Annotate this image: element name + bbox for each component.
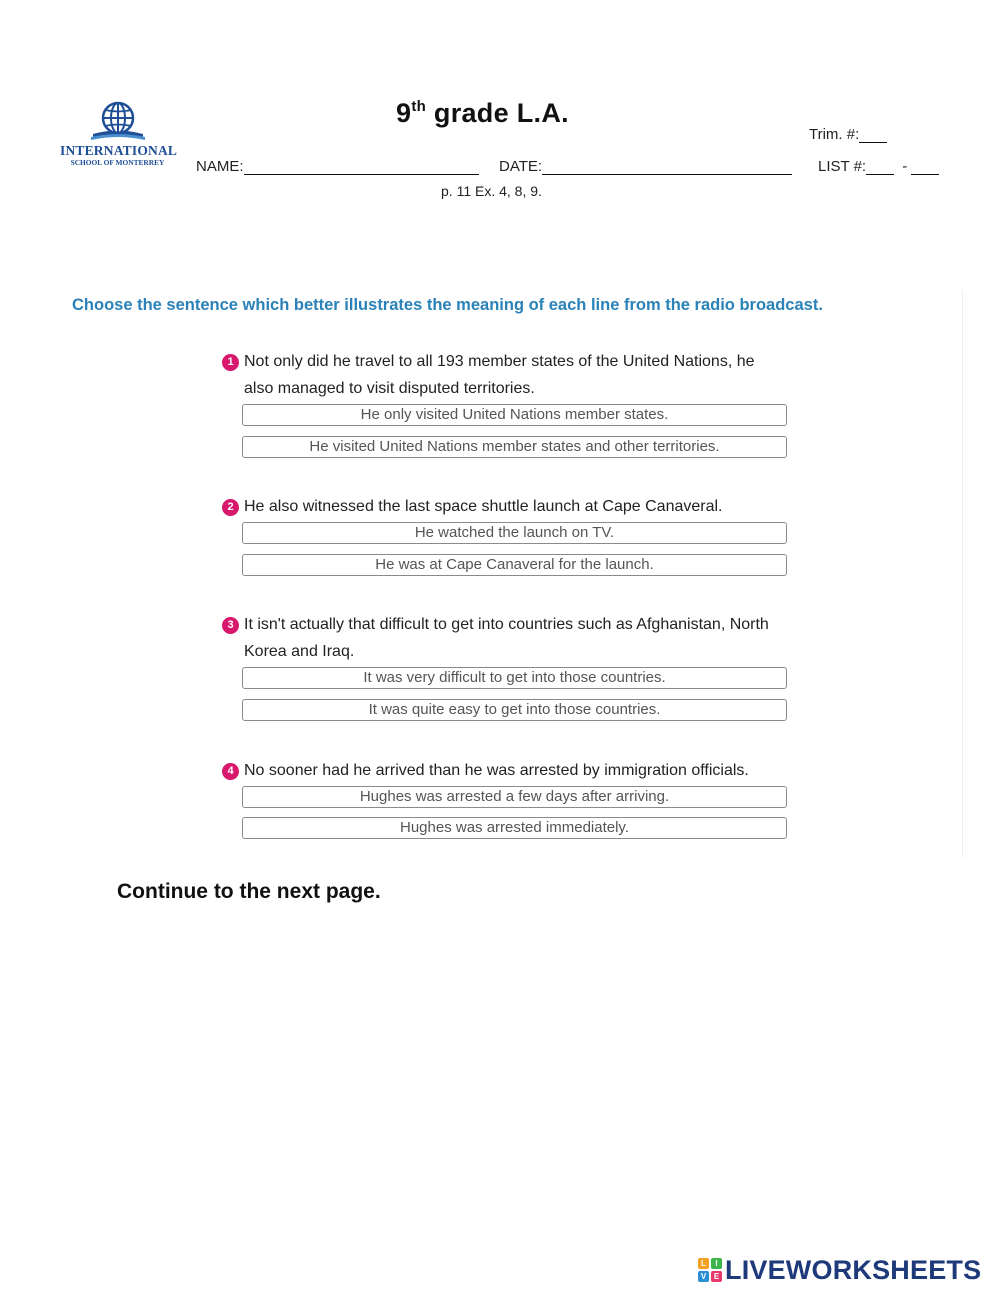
question-4 xyxy=(222,757,822,784)
brand-grid-icon xyxy=(698,1258,722,1282)
question-3 xyxy=(222,611,822,665)
title-superscript: th xyxy=(411,98,427,115)
name-blank[interactable] xyxy=(244,158,479,175)
list-label: LIST #: xyxy=(818,158,867,175)
date-label: DATE: xyxy=(499,158,543,175)
name-field xyxy=(196,158,479,175)
brand-letter: V xyxy=(698,1271,709,1282)
answer-option[interactable]: He watched the launch on TV. xyxy=(242,522,787,544)
trim-label: Trim. #: xyxy=(809,126,860,143)
question-number-badge: 2 xyxy=(222,499,239,516)
list-blank-1[interactable] xyxy=(866,158,894,175)
question-1 xyxy=(222,348,822,402)
answer-option[interactable]: Hughes was arrested immediately. xyxy=(242,817,787,839)
logo-text-line2: SCHOOL OF MONTERREY xyxy=(70,158,165,167)
question-number-badge: 3 xyxy=(222,617,239,634)
question-text-line1: No sooner had he arrived than he was arrested by immigration officials. xyxy=(244,762,749,779)
page-title xyxy=(396,98,569,129)
list-blank-2[interactable] xyxy=(911,158,939,175)
question-text-line1: He also witnessed the last space shuttle launch at Cape Canaveral. xyxy=(244,498,723,515)
question-2 xyxy=(222,493,822,520)
name-label: NAME: xyxy=(196,158,244,175)
answer-option[interactable]: Hughes was arrested a few days after arriving. xyxy=(242,786,787,808)
brand-text: LIVEWORKSHEETS xyxy=(725,1254,982,1285)
question-text-line1: Not only did he travel to all 193 member states of the United Nations, he xyxy=(244,353,755,370)
answer-option[interactable]: He only visited United Nations member states. xyxy=(242,404,787,426)
exercise-instruction: Choose the sentence which better illustrates the meaning of each line from the radio broadcast. xyxy=(72,296,823,314)
school-logo xyxy=(60,100,178,182)
liveworksheets-logo[interactable] xyxy=(698,1255,981,1285)
answer-option[interactable]: It was very difficult to get into those countries. xyxy=(242,667,787,689)
question-number-badge: 4 xyxy=(222,763,239,780)
answer-option[interactable]: He visited United Nations member states and other territories. xyxy=(242,436,787,458)
trim-blank[interactable] xyxy=(859,126,887,143)
title-text: grade L.A. xyxy=(426,98,569,128)
page-reference: p. 11 Ex. 4, 8, 9. xyxy=(441,183,542,199)
answer-option[interactable]: It was quite easy to get into those countries. xyxy=(242,699,787,721)
question-text-line1: It isn't actually that difficult to get into countries such as Afghanistan, North xyxy=(244,616,769,633)
question-text-line2: Korea and Iraq. xyxy=(244,643,355,660)
logo-text-line1: INTERNATIONAL xyxy=(60,143,178,158)
list-dash: - xyxy=(902,158,908,175)
continue-note: Continue to the next page. xyxy=(117,880,381,903)
question-text-line2: also managed to visit disputed territories. xyxy=(244,380,535,397)
date-field xyxy=(499,158,792,175)
question-number-badge: 1 xyxy=(222,354,239,371)
brand-letter: I xyxy=(711,1258,722,1269)
brand-letter: E xyxy=(711,1271,722,1282)
date-blank[interactable] xyxy=(542,158,792,175)
panel-divider xyxy=(962,290,963,858)
title-number: 9 xyxy=(396,98,412,128)
globe-book-icon xyxy=(87,100,149,144)
list-field xyxy=(818,158,939,175)
brand-letter: L xyxy=(698,1258,709,1269)
trim-field xyxy=(809,126,887,143)
answer-option[interactable]: He was at Cape Canaveral for the launch. xyxy=(242,554,787,576)
